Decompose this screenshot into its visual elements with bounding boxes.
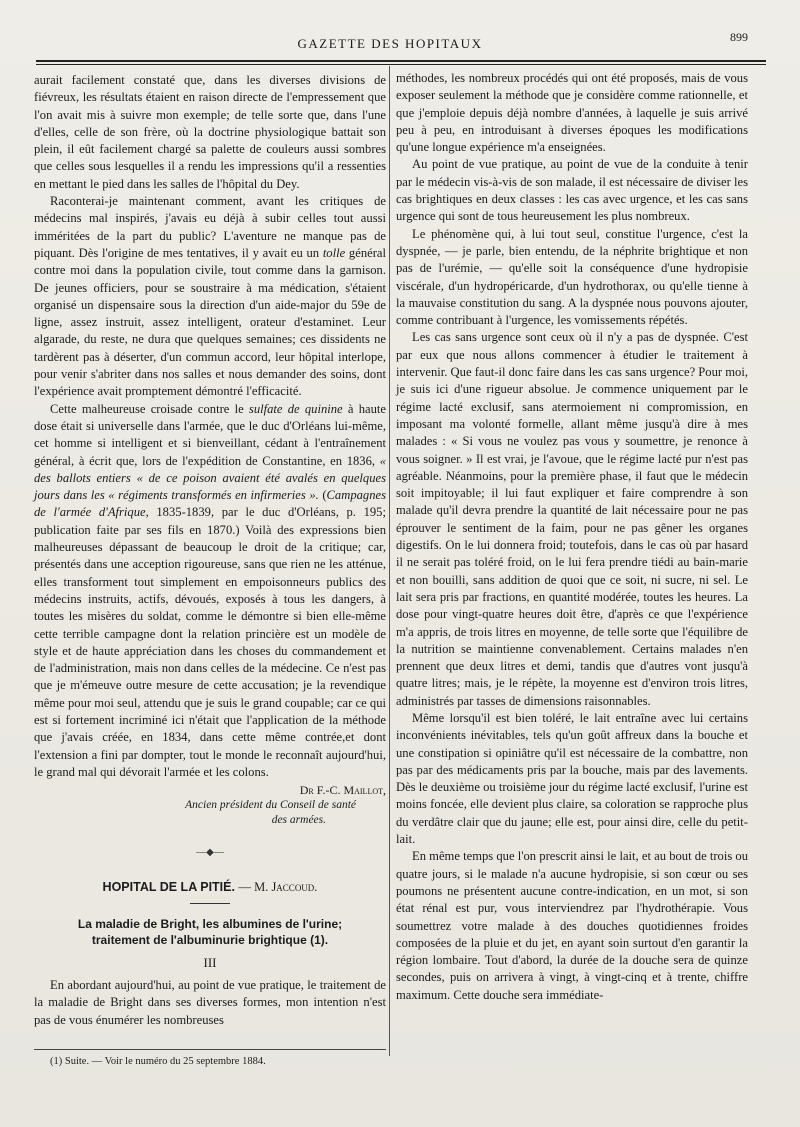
section-ornament: —◆—: [196, 847, 224, 859]
author-name: Dr F.-C. Maillot,: [299, 783, 386, 798]
divider: [190, 903, 230, 904]
paragraph: En même temps que l'on prescrit ainsi le lait, et au bout de trois ou quatre jours, si le malade n'a aucune hydropisie, si son cœur ou ses poumons ne présentent aucune contre-indication, en un mot, si son état rénal est pur, vous interviendrez par l'hydrothérapie. Vous soumettrez votre malade à des douches quotidiennes froides composées de la pluie et du jet, en ayant soin surtout d'en garantir la région lombaire. Tout d'abord, la durée de la douche sera de quinze secondes, puis on arrivera à vingt, à vingt-cinq et à trente, chiffre maximum. Cette douche sera immédiate-: [396, 849, 748, 1002]
paragraph: En abordant aujourd'hui, au point de vue pratique, le traitement de la maladie de Bright dans ses diverses formes, mon intention n'est pas de vous énumérer les nombreuses: [34, 978, 386, 1027]
author-role: Ancien président du Conseil de santé: [185, 799, 356, 812]
journal-title: GAZETTE DES HOPITAUX: [297, 36, 483, 51]
column-divider: [389, 66, 390, 1056]
footnote-rule: [34, 1049, 386, 1050]
section-title: HOPITAL DE LA PITIÉ. — M. Jaccoud.: [102, 880, 318, 895]
paragraph: Au point de vue pratique, au point de vue de la conduite à tenir par le médecin vis-à-vis de son malade, il est nécessaire de diviser les cas brightiques en deux classes : les cas avec urgence, et les cas sans urgence qui sont de tous heureusement les plus nombreux.: [396, 157, 748, 224]
page-number: 899: [730, 30, 748, 44]
paragraph: Cette malheureuse croisade contre le sulfate de quinine à haute dose était si universelle dans l'armée, que le duc d'Orléans lui-même, cet homme si intelligent et si bienveillant, cédant à l'entraînement général, à écrit que, lors de l'expédition de Constantine, en 1836, « des ballots entiers « de ce poison avaient été avalés en quelques jours dans les « régiments transformés en infirmeries ». (Campagnes de l'armée d'Afrique, 1835-1839, par le duc d'Orléans, p. 195; publication faite par ses fils en 1870.) Voilà des expressions bien malheureuses dépassant de beaucoup le droit de la critique; car, présentés dans une acception rigoureuse, sans que rien ne les atténue, elles transforment tout simplement en empoisonneurs publics des médecins instruits, actifs, dévoués, exposés à tous les dangers, à toutes les misères du soldat, comme le démontre si bien elle-même cette terrible campagne dont la relation princière est un modèle de style et de haute appréciation dans les choses du commandement et de l'administration, mais non dans celles de la médecine. Ce n'est pas que je m'émeuve outre mesure de cette accusation; je la revendique même pour moi seul, attendu que je suis le grand coupable; car ce qui est si fortement incriminé ici n'était que l'application de la méthode que j'avais créée, en 1834, dans cette même contrée,et dont l'extension a fini par dompter, tout le monde le reconnaît aujourd'hui, le grand mal qui dévorait l'armée et les colons.: [34, 401, 387, 779]
lecture-number: III: [203, 954, 217, 970]
paragraph: Même lorsqu'il est bien toléré, le lait entraîne avec lui certains inconvénients inévitables, tels qu'un goût affreux dans la bouche et une constipation si opiniâtre qu'il est nécessaire de la combattre, non pas par des médicaments pris par la bouche, mais par des lavements. Dès le deuxième ou troisième jour du régime lacté exclusif, l'urine est moins foncée, elle devient plus claire, sa coloration se rapproche plus du verdâtre clair que du jaune; elle est, pour ainsi dire, celle du petit-lait.: [396, 710, 748, 847]
paragraph: Raconterai-je maintenant comment, avant les critiques de médecins mal inspirés, j'avais eu déjà à subir celles tout aussi imméritées de la part du public? L'aventure ne manque pas de piquant. Dès l'origine de mes tentatives, il y avait eu un tolle général contre moi dans la population civile, tout comme dans la garnison. De jeunes officiers, pour se soustraire à ma médication, s'étaient organisé un dispensaire sous la direction d'un aide-major du 59e de ligne, assez instruit, assez intelligent, orateur d'estaminet. Leur algarade, du reste, ne dura que quelques semaines; ces dissidents ne tardèrent pas à déserter, d'un commun accord, leur hôpital interlope, pour venir s'abriter dans nos salles et nous demander des soins, dont l'expérience avait promptement démontré l'efficacité.: [34, 194, 386, 399]
paragraph: aurait facilement constaté que, dans les diverses divisions de fiévreux, les résultats étaient en raison directe de l'empressement que l'on avait mis à suivre mon exemple; de telle sorte que, dans l'une d'elles, celle de son frère, où la doctrine physiologique battait son plein, il eût facilement chargé sa palette de couleurs aussi sombres que celles sous lesquelles il a rendu les impressions qu'il a ressenties en mettant le pied dans les salles de l'hôpital du Dey.: [34, 73, 386, 191]
right-column: [396, 70, 748, 1004]
left-column: [34, 72, 386, 1029]
author-signature: [34, 783, 386, 828]
paragraph: Les cas sans urgence sont ceux où il n'y a pas de dyspnée. C'est par eux que nous allons commencer à étudier le traitement à intervenir. Que faut-il donc faire dans les cas sans urgence? Pour moi, je suis ici d'une rigueur absolue. Je commence uniquement par le régime lacté exclusif, sans atermoiement ni compromission, en imposant ma volonté formelle, allant même jusqu'à dire à mes malades : « Si vous ne voulez pas vous y soumettre, je renonce à vous soigner. » Il est vrai, je l'avoue, que le régime lacté pur n'est pas agréable. Néanmoins, pour la première phase, il faut que le médecin soit impitoyable; il lui faut expliquer et faire comprendre à son malade qu'il devra prendre la quantité de lait nécessaire pour ne pas éprouver le sentiment de la faim, pour ne pas gêner les organes digestifs. On le lui donnera froid; toutefois, dans le cas où par hasard il ne serait pas toléré froid, on le lui fera prendre tiédi au bain-marie et non bouilli, sans addition de quoi que ce soit, ni sucre, ni sel. Le lait sera pris par fractions, en quantité modérée, toutes les heures. La dose pour vingt-quatre heures doit être, d'après ce que l'expérience m'a appris, de trois litres en moyenne, de telle sorte que l'équilibre de la nutrition se maintienne convenablement. Certains malades n'en prennent que deux litres et demi, tandis que d'autres vont jusqu'à quatre litres; mais, je le répète, la moyenne est d'environ trois litres, administrés par tasses de dimensions raisonnables.: [396, 330, 748, 708]
paragraph: méthodes, les nombreux procédés qui ont été proposés, mais de vous exposer seulement la méthode que je considère comme rationnelle, et que j'emploie depuis déjà nombre d'années, à laquelle je suis arrivé peu à peu, en introduisant à diverses époques les modifications qu'une longue expérience m'a enseignées.: [396, 71, 748, 155]
lecture-title: La maladie de Bright, les albumines de l'urine; traitement de l'albuminurie brightique (1).: [77, 916, 343, 947]
header-rule: [36, 60, 766, 65]
author-role: des armées.: [271, 814, 326, 827]
paragraph: Le phénomène qui, à lui tout seul, constitue l'urgence, c'est la dyspnée, — je parle, bien entendu, de la néphrite brightique et non pas de l'urémie, — qu'elle soit la conséquence d'une hydropisie viscérale, d'un hydropéricarde, d'un hydrothorax, ou qu'elle tienne à la mauvaise constitution du sang. A la dyspnée nous pouvons ajouter, comme contribuant à l'urgence, les vomissements répétés.: [396, 226, 748, 328]
footnote: (1) Suite. — Voir le numéro du 25 septembre 1884.: [50, 1056, 266, 1067]
